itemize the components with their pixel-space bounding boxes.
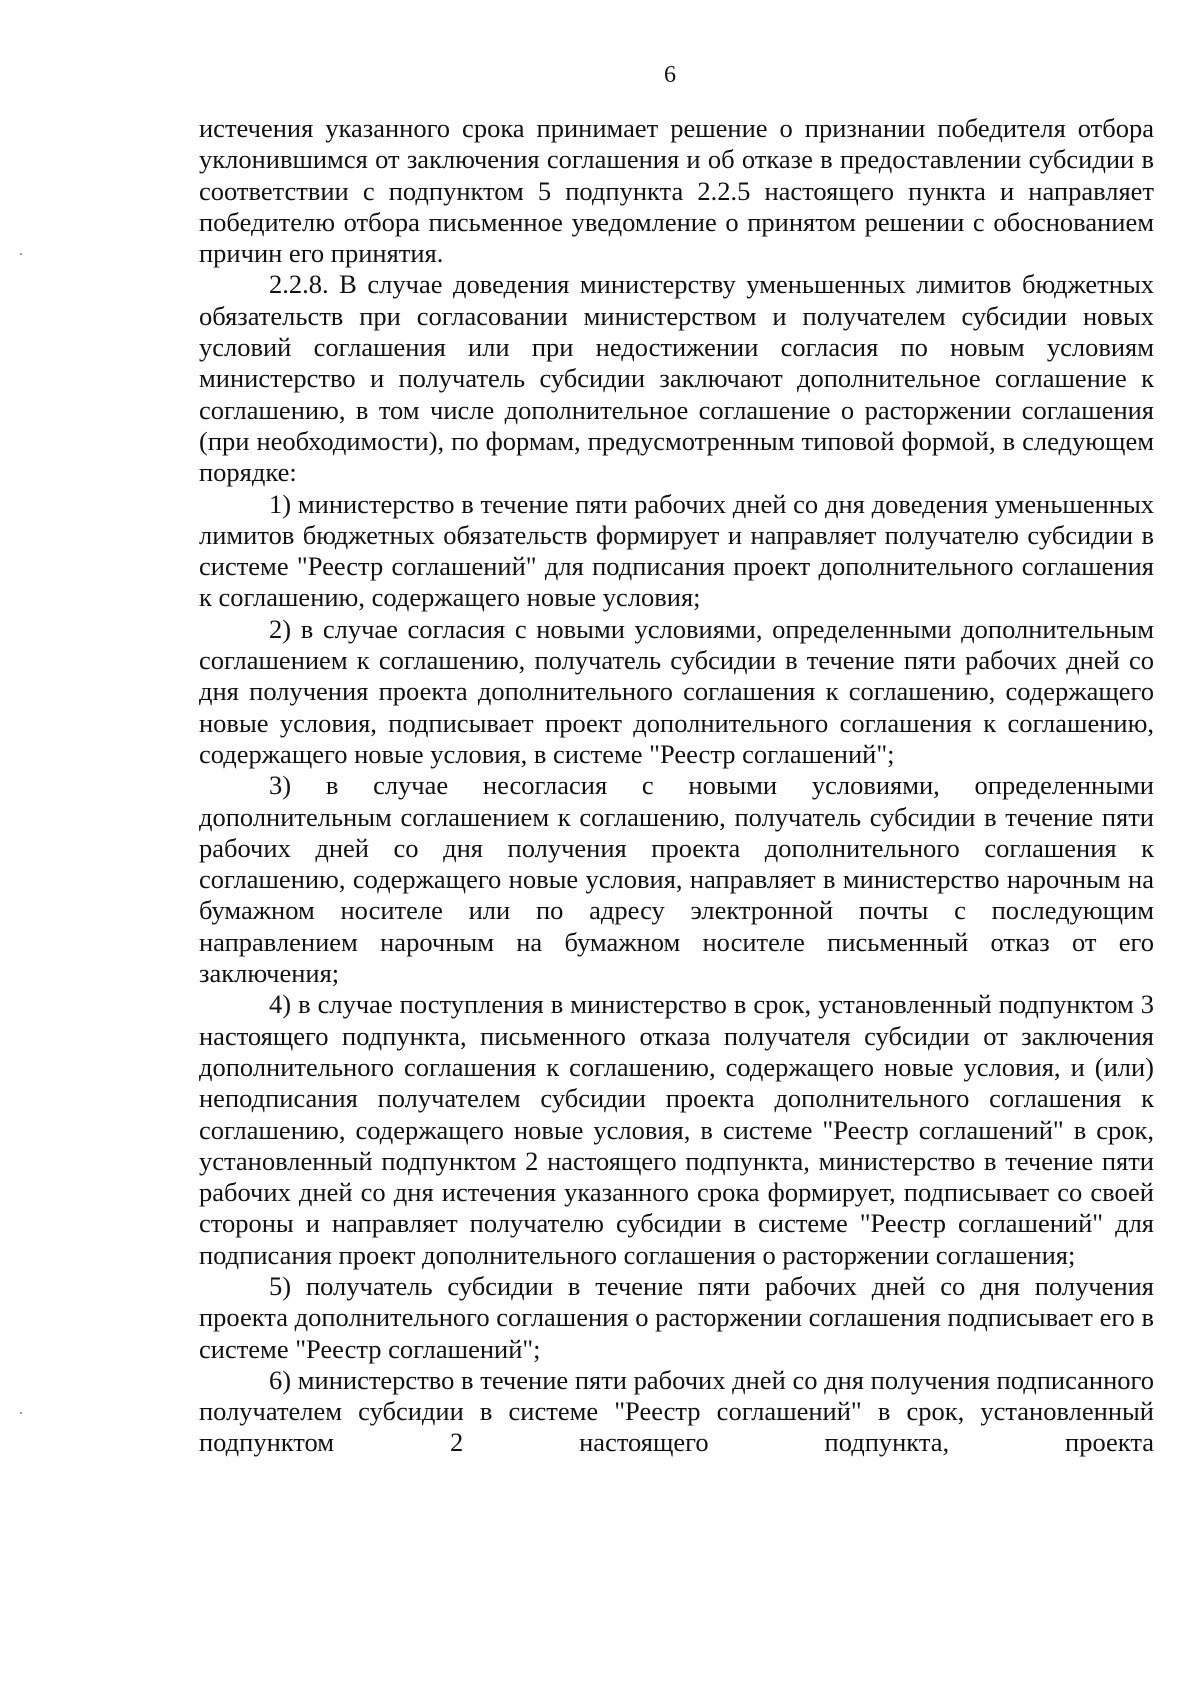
list-item-2: 2) в случае согласия с новыми условиями, определенными дополнительным соглашением к соглашению, получатель субсидии в течение пяти рабочих дней со дня получения проекта дополнительного соглашения к соглашению, содержащего новые условия, подписывает проект дополнительного соглашения к соглашению, содержащего новые условия, в системе "Реестр соглашений"; <box>199 613 1154 769</box>
paragraph-2-2-8: 2.2.8. В случае доведения министерству уменьшенных лимитов бюджетных обязательств при согласовании министерством и получателем субсидии новых условий соглашения или при недостижении согласия по новым условиям министерство и получатель субсидии заключают дополнительное соглашение к соглашению, в том числе дополнительное соглашение о расторжении соглашения (при необходимости), по формам, предусмотренным типовой формой, в следующем порядке: <box>199 269 1154 488</box>
scan-margin-mark <box>20 1412 22 1414</box>
document-body <box>199 113 1154 1459</box>
list-item-5: 5) получатель субсидии в течение пяти рабочих дней со дня получения проекта дополнительного соглашения о расторжении соглашения подписывает его в системе "Реестр соглашений"; <box>199 1270 1154 1364</box>
paragraph-continuation: истечения указанного срока принимает решение о признании победителя отбора уклонившимся от заключения соглашения и об отказе в предоставлении субсидии в соответствии с подпунктом 5 подпункта 2.2.5 настоящего пункта и направляет победителю отбора письменное уведомление о принятом решении с обоснованием причин его принятия. <box>199 113 1154 269</box>
list-item-1: 1) министерство в течение пяти рабочих дней со дня доведения уменьшенных лимитов бюджетных обязательств формирует и направляет получателю субсидии в системе "Реестр соглашений" для подписания проект дополнительного соглашения к соглашению, содержащего новые условия; <box>199 488 1154 613</box>
list-item-6: 6) министерство в течение пяти рабочих дней со дня получения подписанного получателем субсидии в системе "Реестр соглашений" в срок, установленный подпунктом 2 настоящего подпункта, проекта <box>199 1364 1154 1458</box>
list-item-3: 3) в случае несогласия с новыми условиями, определенными дополнительным соглашением к соглашению, получатель субсидии в течение пяти рабочих дней со дня получения проекта дополнительного соглашения к соглашению, содержащего новые условия, направляет в министерство нарочным на бумажном носителе или по адресу электронной почты с последующим направлением нарочным на бумажном носителе письменный отказ от его заключения; <box>199 770 1154 989</box>
page-number: 6 <box>664 62 676 88</box>
list-item-4: 4) в случае поступления в министерство в срок, установленный подпунктом 3 настоящего подпункта, письменного отказа получателя субсидии от заключения дополнительного соглашения к соглашению, содержащего новые условия, и (или) неподписания получателем субсидии проекта дополнительного соглашения к соглашению, содержащего новые условия, в системе "Реестр соглашений" в срок, установленный подпунктом 2 настоящего подпункта, министерство в течение пяти рабочих дней со дня истечения указанного срока формирует, подписывает со своей стороны и направляет получателю субсидии в системе "Реестр соглашений" для подписания проект дополнительного соглашения о расторжении соглашения; <box>199 989 1154 1270</box>
scan-margin-mark <box>20 253 22 255</box>
